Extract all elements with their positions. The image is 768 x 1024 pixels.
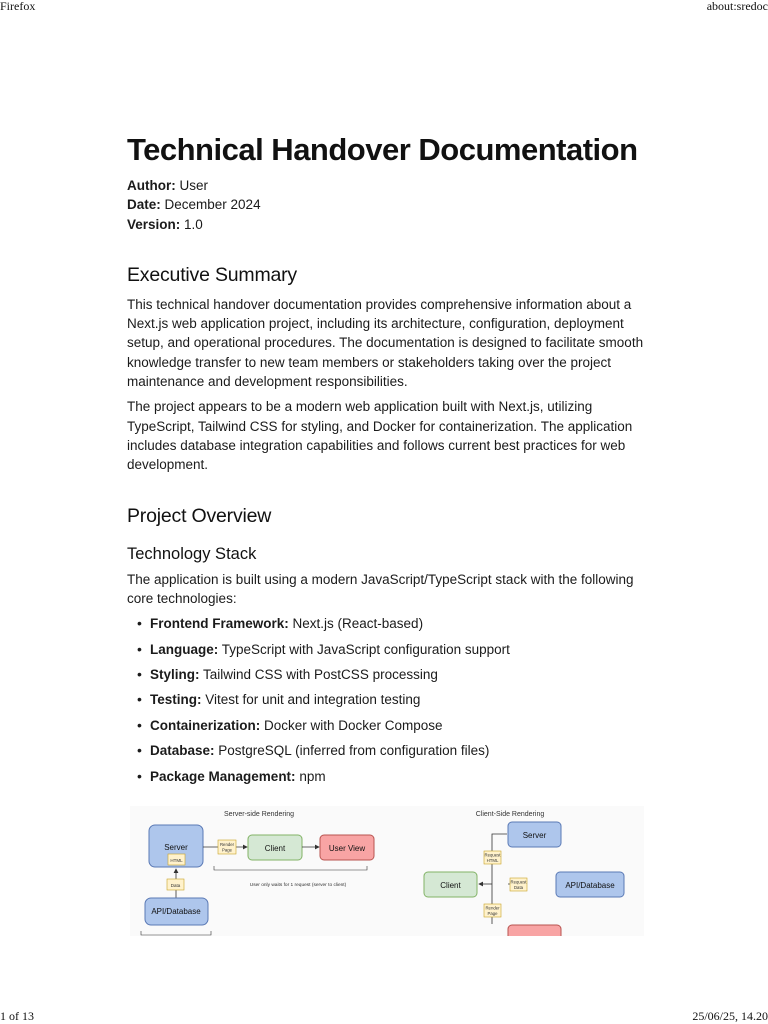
csr-render-page-label-b: Page <box>487 911 498 916</box>
meta-date-value: December 2024 <box>160 197 261 213</box>
executive-summary-heading: Executive Summary <box>127 263 297 286</box>
meta-author <box>127 176 647 195</box>
print-header-app: Firefox <box>0 0 36 13</box>
executive-summary-paragraph-1: This technical handover documentation provides comprehensive information about a Next.js web application project, including its architecture, configuration, deployment setup, and operational procedures. The documentation is designed to facilitate smooth knowledge transfer to new team members or stakeholders taking over the project maintenance and development responsibilities. <box>127 296 644 390</box>
list-item <box>150 767 647 786</box>
meta-author-label: Author: <box>127 178 176 193</box>
ssr-render-page-label-b: Page <box>221 847 233 853</box>
csr-title: Client-Side Rendering <box>475 811 545 818</box>
technology-list <box>127 614 647 786</box>
csr-api-db-label: API/Database <box>565 881 615 890</box>
list-item <box>150 741 647 760</box>
ssr-user-view-label: User View <box>328 844 366 853</box>
list-item-value: Next.js (React-based) <box>288 616 424 632</box>
list-item-label: Testing: <box>150 692 202 708</box>
print-header-url: about:sredoc <box>706 0 768 13</box>
list-item <box>150 690 647 709</box>
meta-date-label: Date: <box>127 197 161 213</box>
technology-stack-heading: Technology Stack <box>127 544 257 563</box>
rendering-diagram-svg <box>130 806 644 936</box>
csr-render-page-label-a: Render <box>485 905 500 911</box>
list-item-value: Docker with Docker Compose <box>260 717 443 733</box>
csr-server-label: Server <box>522 831 547 840</box>
meta-author-value: User <box>175 178 208 193</box>
document-body <box>127 128 647 792</box>
ssr-server-label: Server <box>164 843 188 852</box>
list-item-label: Styling: <box>150 666 200 682</box>
csr-request-html-label-a: Request <box>484 852 501 858</box>
technology-stack-intro: The application is built using a modern JavaScript/TypeScript stack with the following core technologies: <box>127 571 634 606</box>
print-footer-page: 1 of 13 <box>0 1009 34 1023</box>
meta-date <box>127 195 647 214</box>
csr-client-label: Client <box>440 881 461 890</box>
page-title: Technical Handover Documentation <box>127 132 638 167</box>
ssr-data-label: Data <box>170 883 181 888</box>
executive-summary-paragraph-2: The project appears to be a modern web application built with Next.js, utilizing TypeScript, Tailwind CSS for styling, and Docker for containerization. The application includes database integration capabilities and follows current best practices for web development. <box>127 399 633 473</box>
csr-request-data-label-a: Request <box>510 879 527 885</box>
list-item-label: Database: <box>150 743 215 759</box>
ssr-bottom-bracket <box>141 931 211 935</box>
ssr-wait-note: User only waits for 1 request (server to client) <box>249 883 347 888</box>
ssr-client-label: Client <box>264 844 286 853</box>
list-item <box>150 614 647 633</box>
print-footer-datetime: 25/06/25, 14.20 <box>692 1009 768 1023</box>
list-item-label: Containerization: <box>150 717 261 733</box>
list-item-label: Package Management: <box>150 768 296 784</box>
ssr-api-db-label: API/Database <box>151 907 201 916</box>
list-item-value: TypeScript with JavaScript configuration support <box>218 641 510 657</box>
list-item-label: Language: <box>150 641 219 657</box>
meta-version <box>127 215 647 234</box>
meta-version-label: Version: <box>127 216 181 232</box>
ssr-html-label: HTML <box>170 858 183 863</box>
list-item-label: Frontend Framework: <box>150 616 289 632</box>
meta-version-value: 1.0 <box>180 216 203 232</box>
document-meta <box>127 176 647 234</box>
ssr-title: Server-side Rendering <box>223 811 295 818</box>
list-item-value: PostgreSQL (inferred from configuration files) <box>214 743 490 759</box>
list-item <box>150 716 647 735</box>
list-item <box>150 665 647 684</box>
ssr-render-page-label-a: Render <box>219 842 235 847</box>
list-item-value: Tailwind CSS with PostCSS processing <box>199 666 438 682</box>
ssr-wait-bracket <box>214 866 367 870</box>
csr-request-html-label-b: HTML <box>486 858 499 863</box>
project-overview-heading: Project Overview <box>127 504 272 527</box>
rendering-diagram <box>130 806 644 936</box>
list-item-value: Vitest for unit and integration testing <box>201 692 421 708</box>
list-item-value: npm <box>295 768 326 784</box>
print-header <box>0 0 768 13</box>
list-item <box>150 640 647 659</box>
csr-request-data-label-b: Data <box>513 885 524 890</box>
print-footer <box>0 1009 768 1023</box>
csr-user-view-box <box>508 925 561 936</box>
